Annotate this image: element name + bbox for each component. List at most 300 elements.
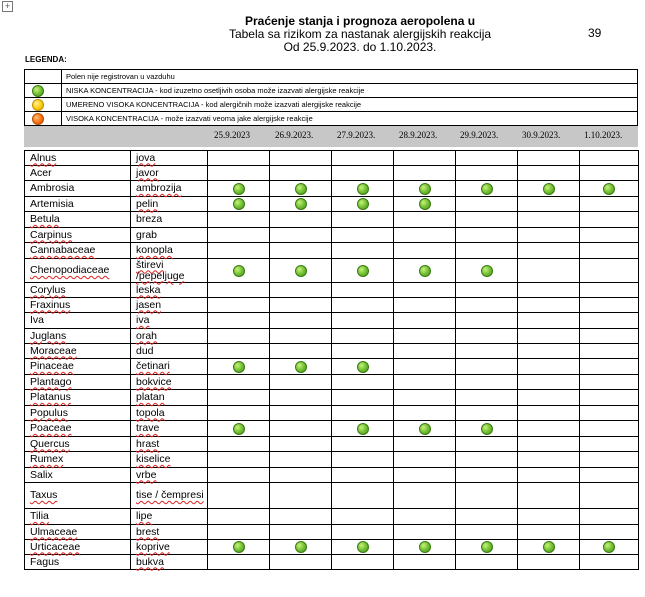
latin-name-cell: Acer — [25, 166, 131, 181]
level-cell — [456, 259, 518, 283]
green-dot-icon — [357, 541, 369, 553]
level-cell — [518, 359, 580, 375]
green-dot-icon — [233, 361, 245, 373]
level-cell — [456, 437, 518, 452]
local-name-cell: koprive — [131, 540, 208, 555]
level-cell — [332, 166, 394, 181]
level-cell — [332, 390, 394, 406]
level-cell — [208, 555, 270, 570]
level-cell — [456, 243, 518, 259]
level-cell — [456, 283, 518, 298]
level-cell — [270, 228, 332, 243]
level-cell — [394, 212, 456, 228]
latin-name-cell: Corylus — [25, 283, 131, 298]
green-dot-icon — [481, 541, 493, 553]
level-cell — [270, 509, 332, 525]
level-cell — [580, 197, 639, 212]
latin-name-cell: Taxus — [25, 483, 131, 509]
level-cell — [394, 390, 456, 406]
level-cell — [518, 375, 580, 390]
green-dot-icon — [357, 198, 369, 210]
level-cell — [456, 555, 518, 570]
level-cell — [332, 540, 394, 555]
level-cell — [580, 166, 639, 181]
level-cell — [270, 212, 332, 228]
local-name-cell: štirevi /pepeljuge — [131, 259, 208, 283]
level-cell — [518, 243, 580, 259]
level-cell — [580, 540, 639, 555]
level-cell — [208, 329, 270, 344]
green-dot-icon — [543, 541, 555, 553]
level-cell — [208, 359, 270, 375]
level-cell — [208, 540, 270, 555]
level-cell — [332, 283, 394, 298]
table-row — [25, 313, 639, 329]
level-cell — [394, 509, 456, 525]
page-number: 39 — [588, 26, 602, 40]
pollen-table — [24, 150, 639, 570]
level-cell — [270, 283, 332, 298]
date-header-label: 29.9.2023. — [460, 130, 499, 140]
table-row — [25, 437, 639, 452]
date-header-label: 28.9.2023. — [399, 130, 438, 140]
level-cell — [580, 151, 639, 166]
level-cell — [208, 375, 270, 390]
level-cell — [394, 344, 456, 359]
level-cell — [518, 212, 580, 228]
latin-name-cell: Ulmaceae — [25, 525, 131, 540]
green-dot-icon — [357, 423, 369, 435]
level-cell — [518, 555, 580, 570]
level-cell — [394, 483, 456, 509]
level-cell — [456, 421, 518, 437]
level-cell — [518, 283, 580, 298]
latin-name-cell: Carpinus — [25, 228, 131, 243]
table-row — [25, 212, 639, 228]
latin-name-cell: Chenopodiaceae — [25, 259, 131, 283]
level-cell — [580, 406, 639, 421]
latin-name-cell: Alnus — [25, 151, 131, 166]
level-cell — [456, 166, 518, 181]
level-cell — [580, 555, 639, 570]
level-cell — [270, 243, 332, 259]
green-dot-icon — [419, 265, 431, 277]
level-cell — [332, 243, 394, 259]
level-cell — [394, 555, 456, 570]
level-cell — [580, 452, 639, 468]
green-dot-icon — [295, 198, 307, 210]
latin-name-cell: Cannabaceae — [25, 243, 131, 259]
level-cell — [456, 509, 518, 525]
level-cell — [518, 298, 580, 313]
level-cell — [270, 525, 332, 540]
level-cell — [580, 525, 639, 540]
level-cell — [270, 483, 332, 509]
level-cell — [270, 259, 332, 283]
level-cell — [518, 483, 580, 509]
table-row — [25, 406, 639, 421]
local-name-cell: lipe — [131, 509, 208, 525]
level-cell — [270, 437, 332, 452]
green-dot-icon — [233, 423, 245, 435]
table-row — [25, 359, 639, 375]
level-cell — [208, 243, 270, 259]
level-cell — [518, 509, 580, 525]
local-name-cell: vrbe — [131, 468, 208, 483]
level-cell — [270, 197, 332, 212]
level-cell — [580, 344, 639, 359]
level-cell — [332, 525, 394, 540]
level-cell — [580, 212, 639, 228]
legend-heading: LEGENDA: — [25, 55, 67, 64]
level-cell — [456, 406, 518, 421]
level-cell — [518, 452, 580, 468]
green-dot-icon — [481, 183, 493, 195]
local-name-cell: orah — [131, 329, 208, 344]
green-dot-icon — [295, 361, 307, 373]
level-cell — [208, 166, 270, 181]
level-cell — [270, 298, 332, 313]
level-cell — [456, 390, 518, 406]
level-cell — [394, 437, 456, 452]
level-cell — [580, 243, 639, 259]
level-cell — [456, 197, 518, 212]
local-name-cell: ambrozija — [131, 181, 208, 197]
level-cell — [580, 359, 639, 375]
level-cell — [394, 406, 456, 421]
level-cell — [580, 298, 639, 313]
level-cell — [456, 359, 518, 375]
legend-icon-cell — [25, 84, 62, 98]
level-cell — [394, 166, 456, 181]
level-cell — [332, 406, 394, 421]
level-cell — [518, 228, 580, 243]
local-name-cell: dud — [131, 344, 208, 359]
level-cell — [580, 329, 639, 344]
level-cell — [208, 421, 270, 437]
level-cell — [456, 468, 518, 483]
legend-text: Polen nije registrovan u vazduhu — [62, 70, 638, 84]
green-dot-icon — [357, 183, 369, 195]
level-cell — [394, 540, 456, 555]
title-line-1: Praćenje stanja i prognoza aeropolena u — [244, 14, 476, 28]
level-cell — [456, 540, 518, 555]
level-cell — [332, 468, 394, 483]
local-name-cell: breza — [131, 212, 208, 228]
level-cell — [208, 313, 270, 329]
level-cell — [270, 555, 332, 570]
level-cell — [580, 509, 639, 525]
level-cell — [332, 298, 394, 313]
yellow-dot-icon — [32, 99, 44, 111]
level-cell — [270, 181, 332, 197]
latin-name-cell: Rumex — [25, 452, 131, 468]
date-header-label: 30.9.2023. — [522, 130, 561, 140]
level-cell — [332, 437, 394, 452]
level-cell — [332, 181, 394, 197]
green-dot-icon — [543, 183, 555, 195]
level-cell — [580, 283, 639, 298]
latin-name-cell: Fagus — [25, 555, 131, 570]
level-cell — [208, 406, 270, 421]
title-line-2: Tabela sa rizikom za nastanak alergijskih reakcija — [228, 27, 492, 41]
level-cell — [208, 483, 270, 509]
level-cell — [332, 375, 394, 390]
table-row — [25, 228, 639, 243]
level-cell — [270, 421, 332, 437]
anchor-icon[interactable]: + — [2, 1, 13, 12]
table-row — [25, 329, 639, 344]
level-cell — [394, 151, 456, 166]
latin-name-cell: Moraceae — [25, 344, 131, 359]
green-dot-icon — [419, 183, 431, 195]
legend-icon-cell — [25, 98, 62, 112]
table-row — [25, 151, 639, 166]
latin-name-cell: Platanus — [25, 390, 131, 406]
local-name-cell: bokvice — [131, 375, 208, 390]
legend-text: VISOKA KONCENTRACIJA - može izazvati veoma jake alergijske reakcije — [62, 112, 638, 126]
level-cell — [270, 359, 332, 375]
local-name-cell: tise / čempresi — [131, 483, 208, 509]
local-name-cell: jova — [131, 151, 208, 166]
level-cell — [270, 375, 332, 390]
level-cell — [518, 259, 580, 283]
level-cell — [394, 197, 456, 212]
level-cell — [456, 483, 518, 509]
level-cell — [394, 359, 456, 375]
level-cell — [208, 212, 270, 228]
level-cell — [518, 390, 580, 406]
level-cell — [580, 468, 639, 483]
latin-name-cell: Ambrosia — [25, 181, 131, 197]
level-cell — [208, 437, 270, 452]
level-cell — [518, 468, 580, 483]
latin-name-cell: Salix — [25, 468, 131, 483]
level-cell — [394, 468, 456, 483]
level-cell — [332, 509, 394, 525]
date-header-label: 27.9.2023. — [337, 130, 376, 140]
level-cell — [332, 359, 394, 375]
level-cell — [394, 283, 456, 298]
legend-icon-cell — [25, 112, 62, 126]
table-row — [25, 421, 639, 437]
table-row — [25, 468, 639, 483]
level-cell — [332, 259, 394, 283]
green-dot-icon — [481, 423, 493, 435]
level-cell — [518, 406, 580, 421]
local-name-cell: topola — [131, 406, 208, 421]
legend-row — [25, 98, 638, 112]
level-cell — [208, 298, 270, 313]
table-row — [25, 555, 639, 570]
level-cell — [332, 421, 394, 437]
level-cell — [456, 228, 518, 243]
local-name-cell: trave — [131, 421, 208, 437]
legend-text: UMERENO VISOKA KONCENTRACIJA - kod alergičnih može izazvati alergijske reakcije — [62, 98, 638, 112]
level-cell — [394, 181, 456, 197]
level-cell — [518, 437, 580, 452]
table-row — [25, 525, 639, 540]
local-name-cell: iva — [131, 313, 208, 329]
green-dot-icon — [233, 198, 245, 210]
level-cell — [580, 228, 639, 243]
level-cell — [208, 181, 270, 197]
table-row — [25, 283, 639, 298]
legend-row — [25, 112, 638, 126]
legend-row — [25, 84, 638, 98]
orange-dot-icon — [32, 113, 44, 125]
legend-row — [25, 70, 638, 84]
date-header-label: 25.9.2023 — [214, 130, 250, 140]
level-cell — [580, 181, 639, 197]
level-cell — [456, 329, 518, 344]
date-header-label: 1.10.2023. — [584, 130, 623, 140]
table-row — [25, 197, 639, 212]
table-row — [25, 390, 639, 406]
latin-name-cell: Populus — [25, 406, 131, 421]
table-row — [25, 243, 639, 259]
level-cell — [394, 228, 456, 243]
legend-table — [24, 69, 638, 126]
level-cell — [208, 228, 270, 243]
local-name-cell: brest — [131, 525, 208, 540]
level-cell — [208, 344, 270, 359]
level-cell — [456, 298, 518, 313]
level-cell — [456, 212, 518, 228]
level-cell — [208, 452, 270, 468]
date-header-label: 26.9.2023. — [275, 130, 314, 140]
green-dot-icon — [419, 423, 431, 435]
green-dot-icon — [295, 541, 307, 553]
green-dot-icon — [233, 183, 245, 195]
latin-name-cell: Urticaceae — [25, 540, 131, 555]
local-name-cell: javor — [131, 166, 208, 181]
level-cell — [270, 452, 332, 468]
level-cell — [208, 283, 270, 298]
local-name-cell: leska — [131, 283, 208, 298]
green-dot-icon — [233, 265, 245, 277]
legend-text: NISKA KONCENTRACIJA - kod izuzetno osetljivih osoba može izazvati alergijske reakcije — [62, 84, 638, 98]
level-cell — [394, 421, 456, 437]
level-cell — [270, 540, 332, 555]
local-name-cell: hrast — [131, 437, 208, 452]
level-cell — [394, 259, 456, 283]
latin-name-cell: Plantago — [25, 375, 131, 390]
level-cell — [270, 344, 332, 359]
level-cell — [270, 313, 332, 329]
local-name-cell: kiselice — [131, 452, 208, 468]
table-row — [25, 181, 639, 197]
level-cell — [332, 555, 394, 570]
level-cell — [580, 421, 639, 437]
latin-name-cell: Fraxinus — [25, 298, 131, 313]
local-name-cell: grab — [131, 228, 208, 243]
level-cell — [270, 406, 332, 421]
level-cell — [518, 540, 580, 555]
level-cell — [394, 375, 456, 390]
level-cell — [394, 452, 456, 468]
level-cell — [332, 197, 394, 212]
green-dot-icon — [295, 183, 307, 195]
level-cell — [394, 243, 456, 259]
level-cell — [270, 390, 332, 406]
level-cell — [456, 452, 518, 468]
latin-name-cell: Quercus — [25, 437, 131, 452]
green-dot-icon — [481, 265, 493, 277]
level-cell — [332, 212, 394, 228]
green-dot-icon — [419, 198, 431, 210]
latin-name-cell: Betula — [25, 212, 131, 228]
local-name-cell: jasen — [131, 298, 208, 313]
level-cell — [208, 151, 270, 166]
level-cell — [208, 259, 270, 283]
level-cell — [580, 437, 639, 452]
title-line-3: Od 25.9.2023. do 1.10.2023. — [283, 40, 437, 54]
table-row — [25, 344, 639, 359]
level-cell — [208, 390, 270, 406]
table-row — [25, 509, 639, 525]
level-cell — [580, 259, 639, 283]
level-cell — [580, 390, 639, 406]
level-cell — [394, 298, 456, 313]
table-row — [25, 540, 639, 555]
local-name-cell: pelin — [131, 197, 208, 212]
table-row — [25, 166, 639, 181]
table-row — [25, 452, 639, 468]
date-header-bar — [24, 126, 638, 147]
level-cell — [456, 151, 518, 166]
level-cell — [270, 468, 332, 483]
level-cell — [394, 329, 456, 344]
local-name-cell: konopla — [131, 243, 208, 259]
level-cell — [456, 375, 518, 390]
level-cell — [208, 509, 270, 525]
level-cell — [394, 313, 456, 329]
level-cell — [332, 483, 394, 509]
level-cell — [518, 197, 580, 212]
level-cell — [518, 329, 580, 344]
level-cell — [332, 151, 394, 166]
level-cell — [580, 375, 639, 390]
legend-icon-cell — [25, 70, 62, 84]
latin-name-cell: Tilia — [25, 509, 131, 525]
level-cell — [518, 181, 580, 197]
table-row — [25, 375, 639, 390]
local-name-cell: bukva — [131, 555, 208, 570]
level-cell — [332, 452, 394, 468]
local-name-cell: četinari — [131, 359, 208, 375]
level-cell — [270, 329, 332, 344]
latin-name-cell: Iva — [25, 313, 131, 329]
table-row — [25, 259, 639, 283]
green-dot-icon — [357, 361, 369, 373]
green-dot-icon — [603, 183, 615, 195]
latin-name-cell: Poaceae — [25, 421, 131, 437]
level-cell — [456, 181, 518, 197]
level-cell — [518, 344, 580, 359]
table-row — [25, 298, 639, 313]
level-cell — [208, 468, 270, 483]
level-cell — [394, 525, 456, 540]
level-cell — [456, 313, 518, 329]
level-cell — [270, 166, 332, 181]
level-cell — [208, 525, 270, 540]
level-cell — [270, 151, 332, 166]
level-cell — [518, 151, 580, 166]
green-dot-icon — [32, 85, 44, 97]
green-dot-icon — [233, 541, 245, 553]
level-cell — [518, 421, 580, 437]
